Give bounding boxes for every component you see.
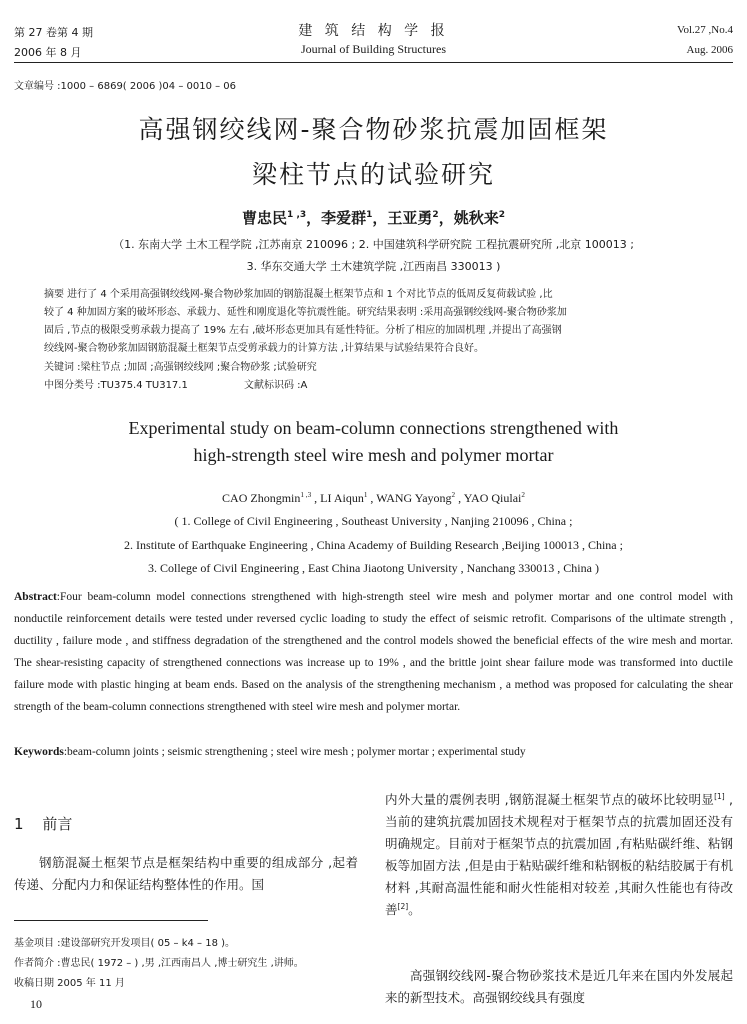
author-cn-4: ，姚秋来 xyxy=(438,209,499,227)
header-date-en: Aug. 2006 xyxy=(686,44,733,56)
keywords-cn: 关键词 :梁柱节点 ;加固 ;高强钢绞线网 ;聚合物砂浆 ;试验研究 xyxy=(44,362,317,373)
document-code-cn: 文献标识码 :A xyxy=(244,380,308,391)
author-en-1: CAO Zhongmin xyxy=(222,491,301,505)
author-cn-3-sup: 2 xyxy=(432,210,439,220)
header-journal-en: Journal of Building Structures xyxy=(301,42,446,56)
abstract-en xyxy=(14,586,733,718)
author-en-3: , WANG Yayong xyxy=(367,491,452,505)
section-title: 前言 xyxy=(42,815,73,833)
abstract-cn-line4: 绞线网-聚合物砂浆加固钢筋混凝土框架节点受剪承载力的计算方法 ,计算结果与试验结果符合良好。 xyxy=(44,343,484,354)
abstract-cn-line3: 固后 ,节点的极限受剪承载力提高了 19% 左右 ,破坏形态更加具有延性特征。分析了相应的加固机理 ,并提出了高强钢 xyxy=(44,325,562,336)
author-en-2: , LI Aiqun xyxy=(311,491,364,505)
footnote-rule xyxy=(14,920,208,921)
left-column-paragraph: 钢筋混凝土框架节点是框架结构中重要的组成部分 ,起着传递、分配内力和保证结构整体性的作用。国 xyxy=(14,855,358,892)
footnote-received: 收稿日期 2005 年 11 月 xyxy=(14,978,125,989)
section-heading xyxy=(14,813,72,834)
author-cn-1: 曹忠民 xyxy=(242,209,288,227)
right-para1-part-c: 。 xyxy=(408,902,421,917)
affiliations-en-line3: 3. College of Civil Engineering , East China Jiaotong University , Nanchang 330013 , China ) xyxy=(148,561,599,575)
affiliations-en-line1: ( 1. College of Civil Engineering , Southeast University , Nanjing 210096 , China ; xyxy=(174,514,573,528)
author-en-4-sup: 2 xyxy=(521,491,525,499)
right-column-paragraph-2: 高强钢绞线网-聚合物砂浆技术是近几年来在国内外发展起来的新型技术。高强钢绞线具有强度 xyxy=(385,968,733,1005)
right-column-paragraph-1 xyxy=(385,789,733,921)
header-rule xyxy=(14,62,733,63)
affiliations-cn-line1: （1. 东南大学 土木工程学院 ,江苏南京 210096 ; 2. 中国建筑科学研究院 工程抗震研究所 ,北京 100013 ; xyxy=(113,238,634,251)
author-en-4: , YAO Qiulai xyxy=(455,491,522,505)
author-en-3-sup: 2 xyxy=(451,491,456,499)
classification-cn: 中图分类号 :TU375.4 TU317.1 xyxy=(44,380,188,391)
affiliations-en-line2: 2. Institute of Earthquake Engineering , China Academy of Building Research ,Beijing 100013 , China ; xyxy=(124,538,623,552)
author-cn-2-sup: 1 xyxy=(366,210,373,220)
authors-en xyxy=(0,491,747,506)
section-number: 1 xyxy=(14,815,24,833)
reference-1: [1] xyxy=(714,791,725,801)
author-cn-3: ，王亚勇 xyxy=(372,209,433,227)
author-cn-2: ，李爱群 xyxy=(306,209,367,227)
abstract-en-label: Abstract xyxy=(14,591,57,603)
right-para1-part-a: 内外大量的震例表明 ,钢筋混凝土框架节点的破坏比较明显 xyxy=(385,792,715,807)
abstract-en-text: :Four beam-column model connections strengthened with high-strength steel wire mesh and polymer mortar and one control model with nonductile reinforcement details were tested under reversed cyclic loading to study the effect of seismic retrofit. Comparisons of the ultimate strength , ductility , failure mode , and stiffness degradation of the strengthened and the control models showed the beneficial effects of the wire mesh and mortar. The shear-resisting capacity of strengthened connections was increase up to 19% , and the brittle joint shear failure mode was transformed into ductile failure mode with plastic hinging at beam ends. Based on the analysis of the strengthening mechanism , a method was proposed for calculating the shear strength of the beam-column connections strengthened with steel wire mesh and polymer mortar. xyxy=(14,591,733,713)
title-cn-line2: 梁柱节点的试验研究 xyxy=(251,160,495,189)
footnote-author: 作者简介 :曹忠民( 1972 – ) ,男 ,江西南昌人 ,博士研究生 ,讲师。 xyxy=(14,958,304,969)
reference-2: [2] xyxy=(397,901,409,911)
keywords-en-label: Keywords xyxy=(14,746,64,758)
affiliations-cn-line2: 3. 华东交通大学 土木建筑学院 ,江西南昌 330013 ) xyxy=(246,260,501,273)
abstract-cn-line1: 摘要 进行了 4 个采用高强钢绞线网-聚合物砂浆加固的钢筋混凝土框架节点和 1 个对比节点的低周反复荷载试验 ,比 xyxy=(44,289,553,300)
header-volume-cn: 第 27 卷第 4 期 xyxy=(14,26,93,39)
header-journal-cn: 建 筑 结 构 学 报 xyxy=(298,23,449,39)
page-number: 10 xyxy=(30,997,42,1011)
header-date-cn: 2006 年 8 月 xyxy=(14,46,82,59)
title-cn-line1: 高强钢绞线网-聚合物砂浆抗震加固框架 xyxy=(138,115,609,144)
keywords-en xyxy=(14,741,733,763)
abstract-cn-line2: 较了 4 种加固方案的破坏形态、承载力、延性和刚度退化等抗震性能。研究结果表明 :采用高强钢绞线网-聚合物砂浆加 xyxy=(44,307,567,318)
title-en-line1: Experimental study on beam-column connections strengthened with xyxy=(128,418,619,438)
article-number: 文章编号 :1000 – 6869( 2006 )04 – 0010 – 06 xyxy=(14,81,237,92)
authors-cn xyxy=(0,207,747,228)
author-cn-4-sup: 2 xyxy=(498,210,505,220)
author-en-2-sup: 1 xyxy=(363,491,368,499)
author-cn-1-sup: 1 ,3 xyxy=(287,210,307,220)
author-en-1-sup: 1 ,3 xyxy=(300,491,312,499)
keywords-en-text: :beam-column joints ; seismic strengthening ; steel wire mesh ; polymer mortar ; experimental study xyxy=(63,746,526,758)
header-volume-en: Vol.27 ,No.4 xyxy=(676,24,733,36)
right-para1-part-b: ,当前的建筑抗震加固技术规程对于框架节点的抗震加固还没有明确规定。目前对于框架节点的抗震加固 ,有粘贴碳纤维、粘钢板等加固方法 ,但是由于粘贴碳纤维和粘钢板的粘结胶属于有机材料 ,其耐高温性能和耐火性能相对较差 ,其耐久性能也有待改善 xyxy=(385,792,734,917)
title-en-line2: high-strength steel wire mesh and polymer mortar xyxy=(193,445,554,465)
footnote-fund: 基金项目 :建设部研究开发项目( 05 – k4 – 18 )。 xyxy=(14,938,236,949)
